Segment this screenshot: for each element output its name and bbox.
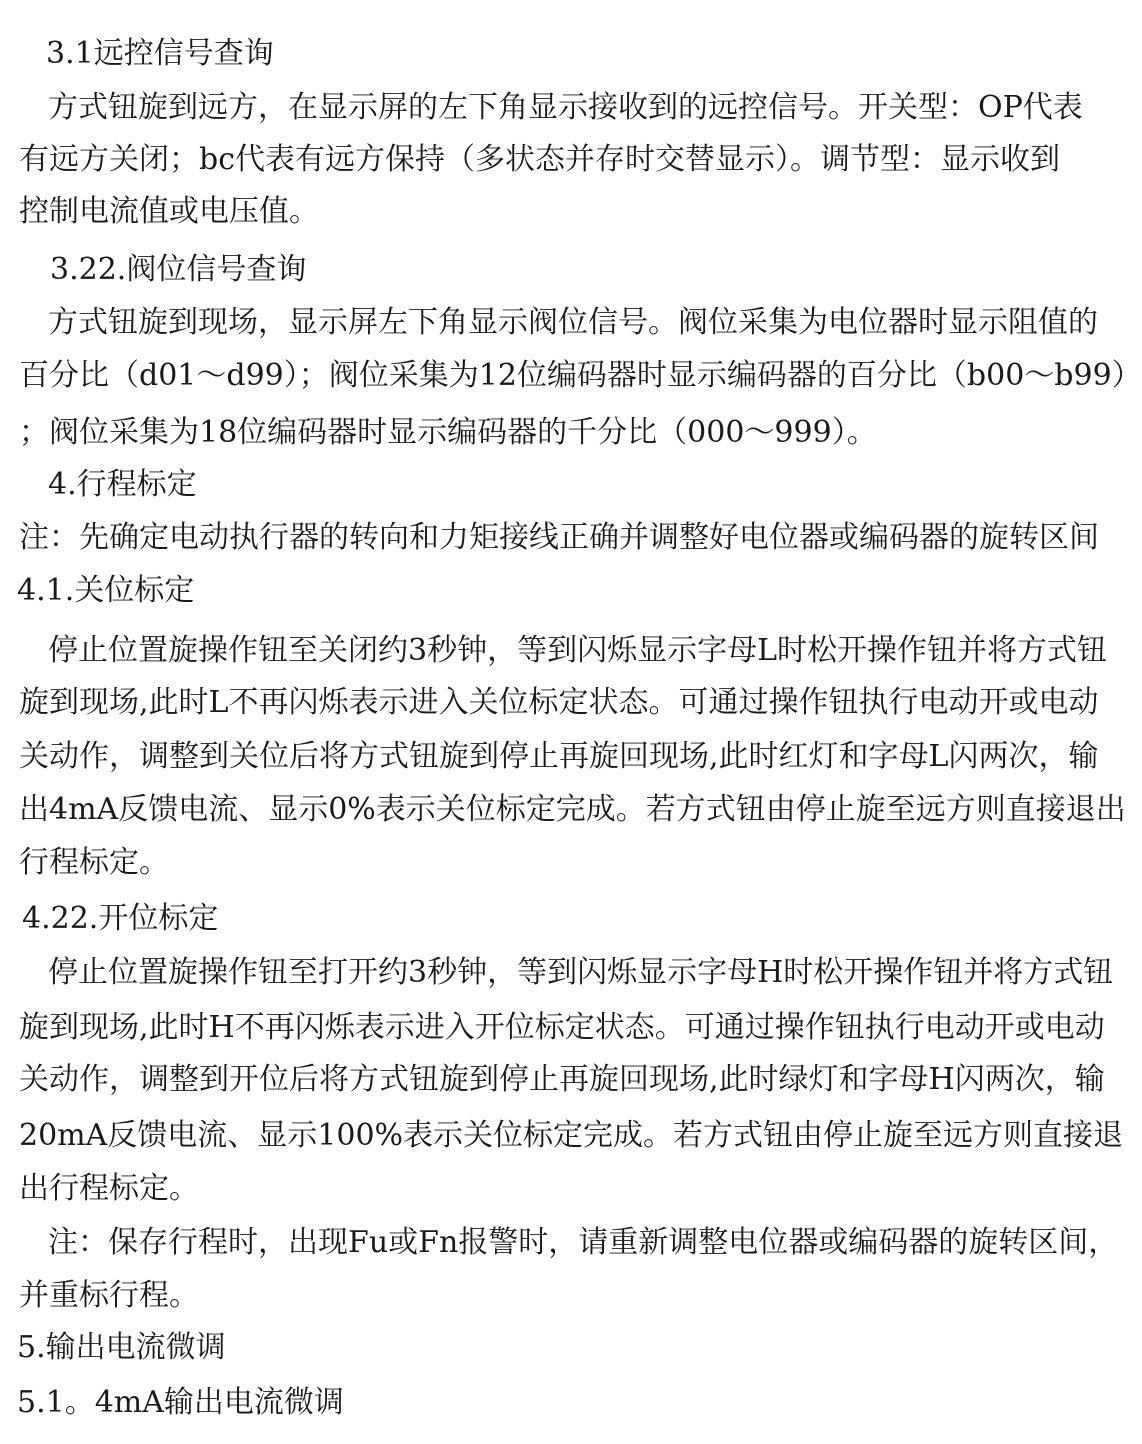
paragraph-line: 出行程标定。: [19, 1171, 199, 1206]
note-line: 注：保存行程时，出现Fu或Fn报警时，请重新调整电位器或编码器的旋转区间，: [48, 1225, 1119, 1260]
paragraph-line: 关动作，调整到开位后将方式钮旋到停止再旋回现场,此时绿灯和字母H闪两次，输: [19, 1062, 1105, 1097]
section-heading-5-1: 5.1。4mA输出电流微调: [17, 1385, 344, 1420]
paragraph-line: 方式钮旋到现场，显示屏左下角显示阀位信号。阀位采集为电位器时显示阻值的: [48, 305, 1098, 340]
paragraph-line: 并重标行程。: [19, 1278, 199, 1313]
paragraph-line: 出4mA反馈电流、显示0%表示关位标定完成。若方式钮由停止旋至远方则直接退出: [19, 792, 1126, 827]
note-line: 注：先确定电动执行器的转向和力矩接线正确并调整好电位器或编码器的旋转区间: [19, 520, 1099, 555]
paragraph-line: 百分比（d01～d99）；阀位采集为12位编码器时显示编码器的百分比（b00～b99）: [19, 358, 1142, 393]
paragraph-line: ；阀位采集为18位编码器时显示编码器的千分比（000～999）。: [19, 415, 877, 450]
paragraph-line: 控制电流值或电压值。: [19, 194, 319, 229]
paragraph-line: 有远方关闭；bc代表有远方保持（多状态并存时交替显示）。调节型：显示收到: [19, 142, 1061, 177]
section-heading-4-22: 4.22.开位标定: [22, 901, 219, 936]
section-heading-3-22: 3.22.阀位信号查询: [50, 252, 307, 287]
paragraph-line: 20mA反馈电流、显示100%表示关位标定完成。若方式钮由停止旋至远方则直接退: [19, 1118, 1124, 1153]
paragraph-line: 停止位置旋操作钮至关闭约3秒钟，等到闪烁显示字母L时松开操作钮并将方式钮: [48, 633, 1108, 668]
section-heading-4: 4.行程标定: [48, 467, 197, 502]
section-heading-3-1: 3.1远控信号查询: [46, 36, 274, 71]
paragraph-line: 停止位置旋操作钮至打开约3秒钟，等到闪烁显示字母H时松开操作钮并将方式钮: [48, 955, 1114, 990]
section-heading-4-1: 4.1.关位标定: [17, 573, 195, 608]
paragraph-line: 行程标定。: [19, 845, 169, 880]
paragraph-line: 方式钮旋到远方，在显示屏的左下角显示接收到的远控信号。开关型：OP代表: [48, 90, 1083, 125]
paragraph-line: 关动作，调整到关位后将方式钮旋到停止再旋回现场,此时红灯和字母L闪两次，输: [19, 739, 1099, 774]
section-heading-5: 5.输出电流微调: [17, 1330, 226, 1365]
paragraph-line: 旋到现场,此时H不再闪烁表示进入开位标定状态。可通过操作钮执行电动开或电动: [19, 1010, 1105, 1045]
paragraph-line: 旋到现场,此时L不再闪烁表示进入关位标定状态。可通过操作钮执行电动开或电动: [19, 685, 1099, 720]
